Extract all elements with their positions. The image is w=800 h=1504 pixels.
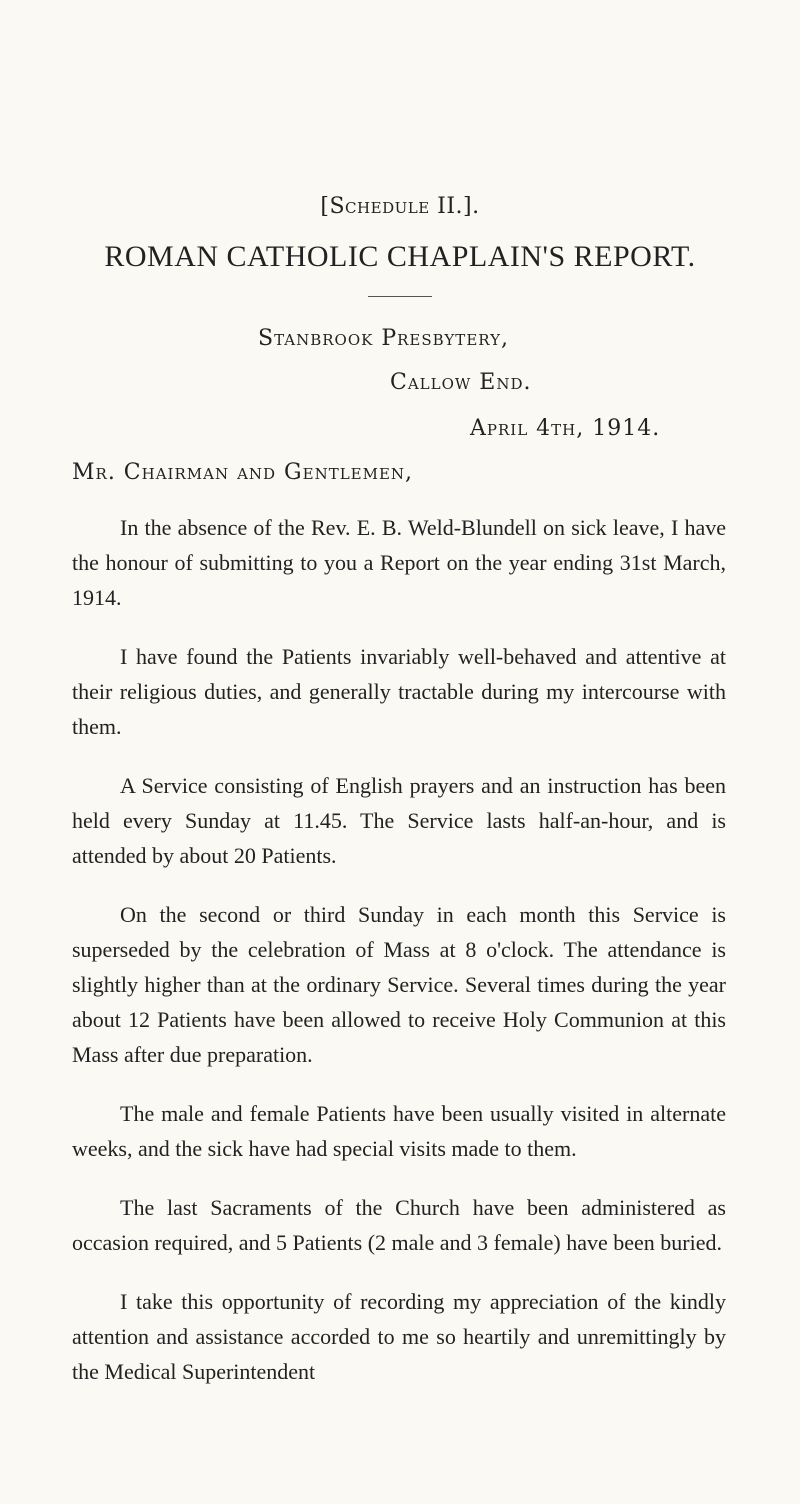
paragraph: I have found the Patients invariably well-behaved and attentive at their religious duties, and generally tractable during my intercourse with them. — [72, 644, 726, 739]
salutation: Mr. Chairman and Gentlemen, — [72, 460, 414, 485]
address-line-2: Callow End. — [390, 370, 532, 395]
report-body — [72, 510, 726, 1413]
paragraph: In the absence of the Rev. E. B. Weld-Blundell on sick leave, I have the honour of submitting to you a Report on the year ending 31st March, 1914. — [72, 515, 726, 610]
paragraph: On the second or third Sunday in each month this Service is superseded by the celebration of Mass at 8 o'clock. The attendance is slightly higher than at the ordinary Service. Several times during the year about 12 Patients have been allowed to receive Holy Communion at this Mass after due preparation. — [72, 902, 726, 1067]
paragraph: The last Sacraments of the Church have been administered as occasion required, and 5 Patients (2 male and 3 female) have been buried. — [72, 1195, 726, 1255]
letter-date: April 4th, 1914. — [470, 416, 661, 441]
paragraph: A Service consisting of English prayers and an instruction has been held every Sunday at 11.45. The Service lasts half-an-hour, and is attended by about 20 Patients. — [72, 773, 726, 868]
title-divider — [368, 296, 432, 297]
page-title: ROMAN CATHOLIC CHAPLAIN'S REPORT. — [104, 240, 696, 273]
address-line-1: Stanbrook Presbytery, — [258, 326, 509, 351]
schedule-label: [Schedule II.]. — [320, 194, 480, 219]
paragraph: The male and female Patients have been usually visited in alternate weeks, and the sick have had special visits made to them. — [72, 1101, 726, 1161]
paragraph: I take this opportunity of recording my appreciation of the kindly attention and assistance accorded to me so heartily and unremittingly by the Medical Superintendent — [72, 1289, 726, 1384]
